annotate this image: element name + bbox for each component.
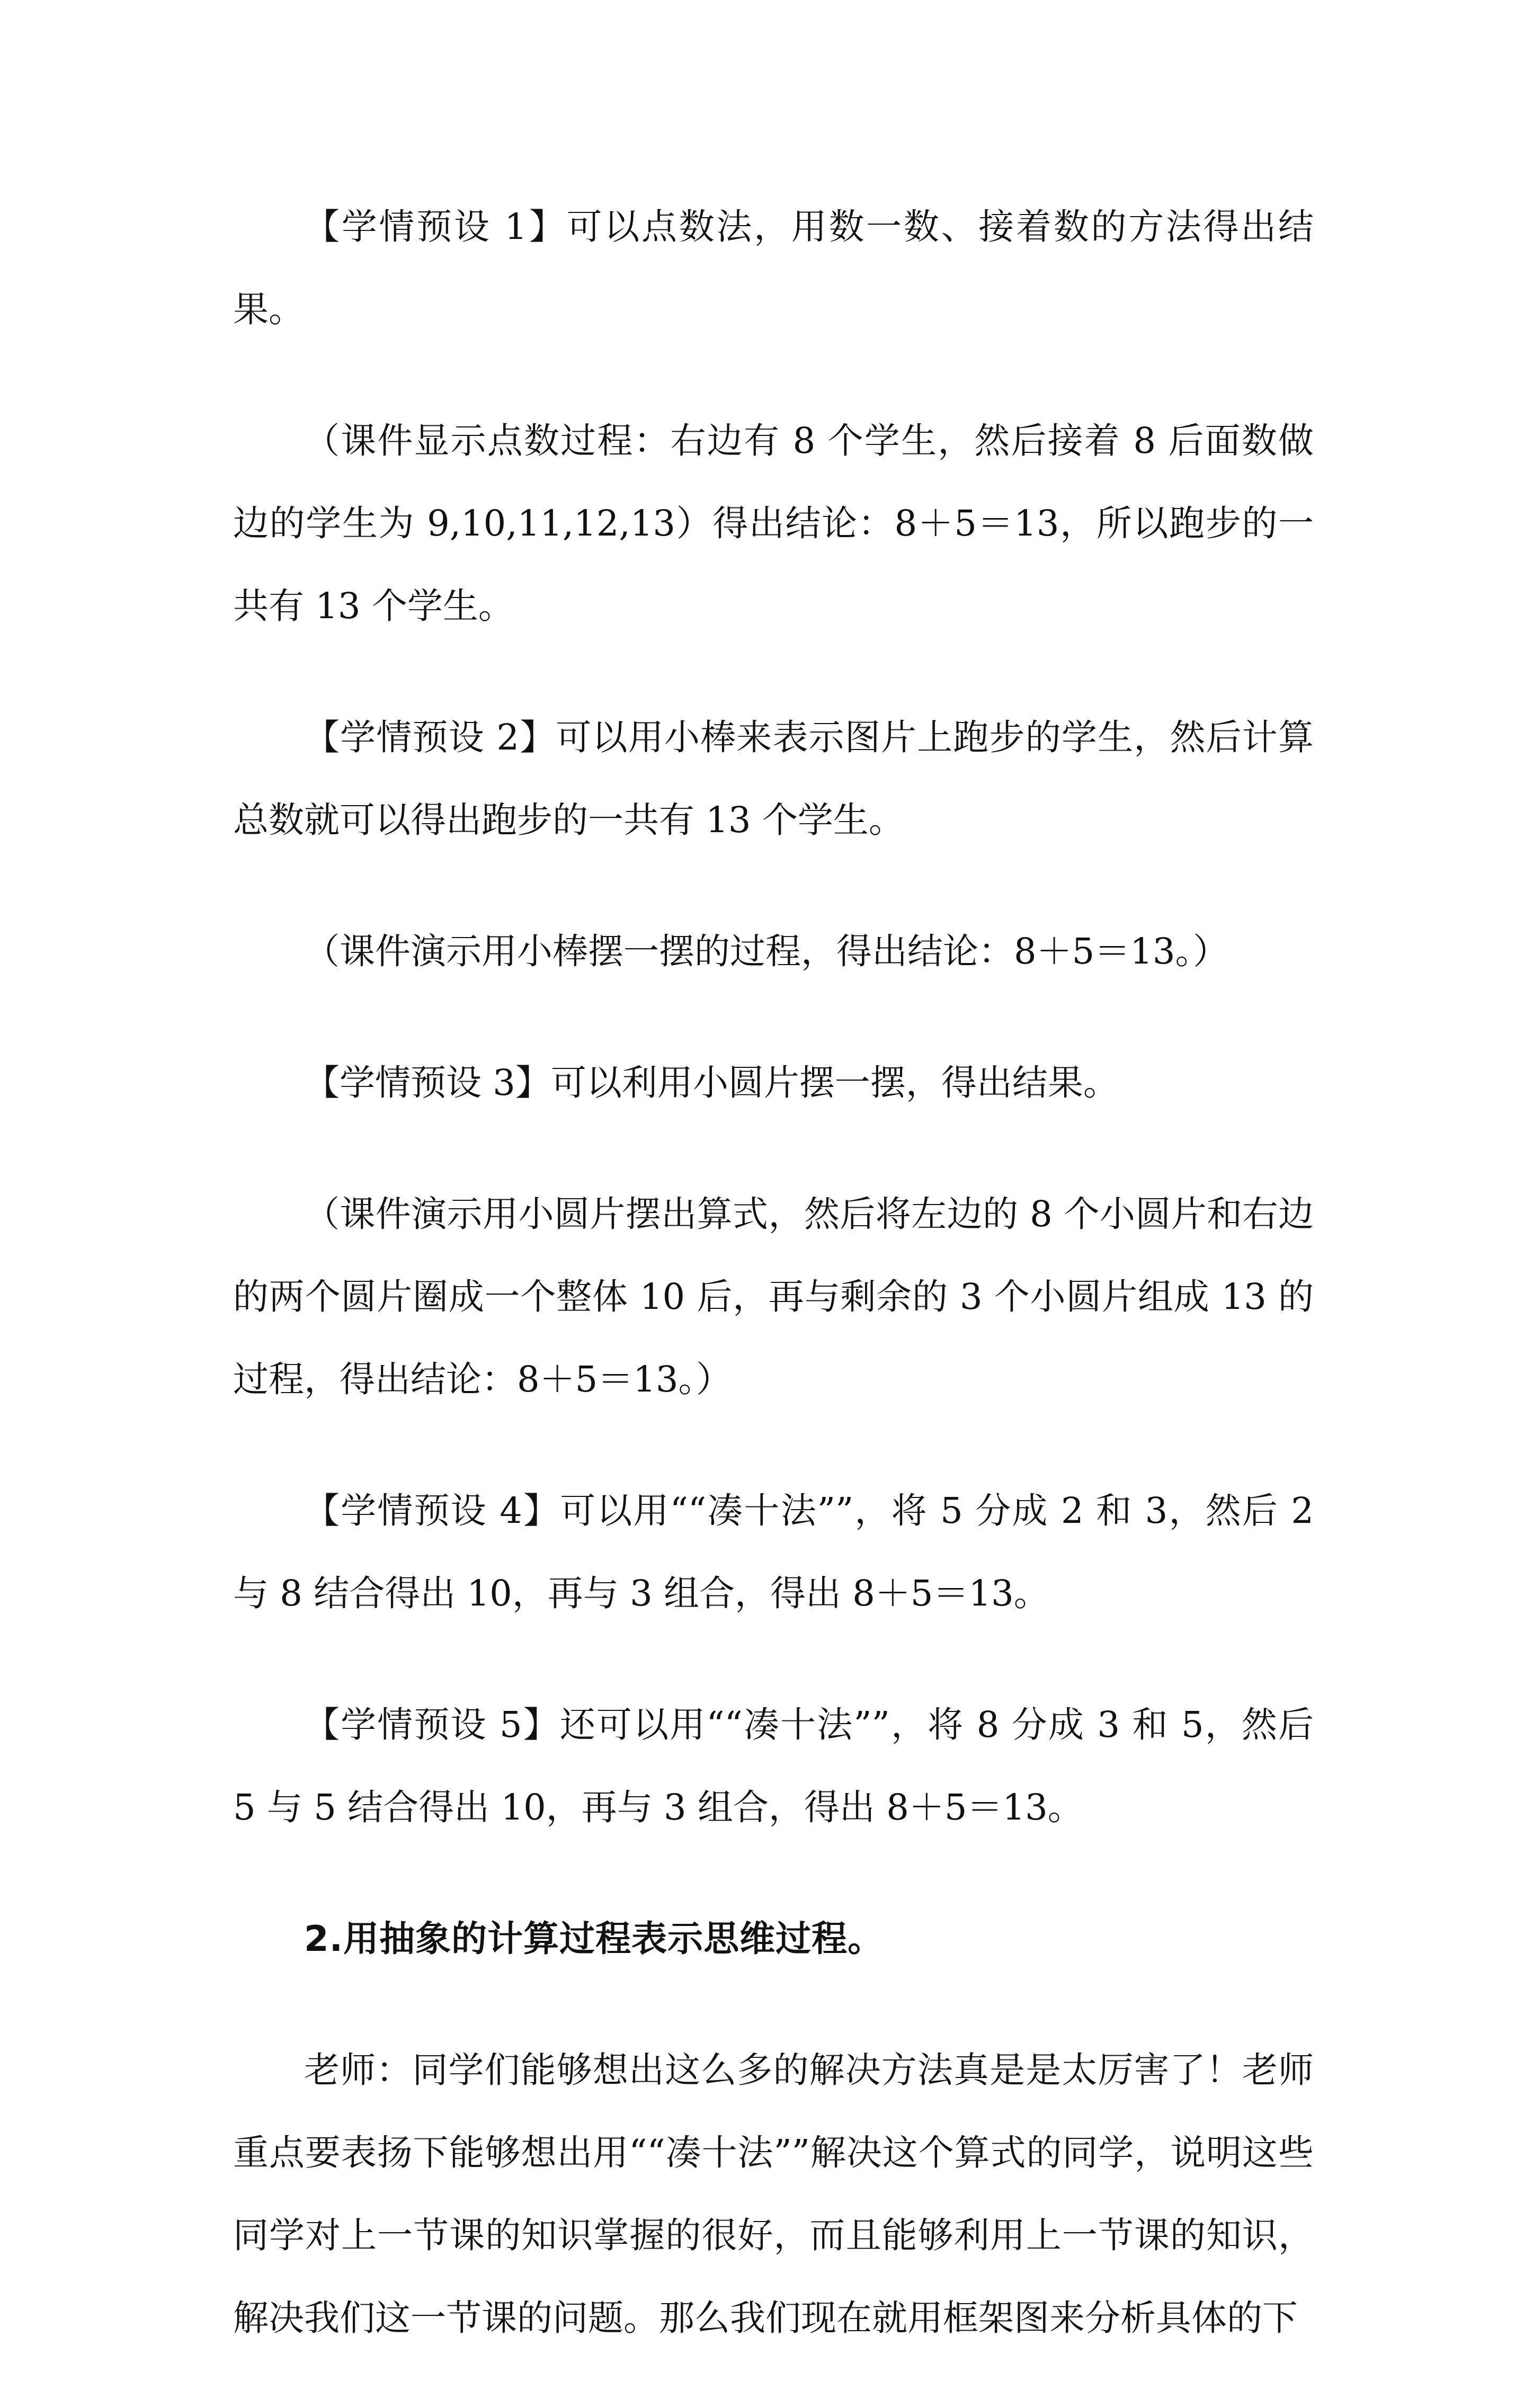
paragraph-preset-3: 【学情预设 3】可以利用小圆片摆一摆，得出结果。 xyxy=(304,1062,1119,1103)
document-body xyxy=(233,185,1325,2408)
paragraph-preset-2: 【学情预设 2】可以用小棒来表示图片上跑步的学生，然后计算总数就可以得出跑步的一共有 13 个学生。 xyxy=(233,717,1314,841)
paragraph-preset-1: 【学情预设 1】可以点数法，用数一数、接着数的方法得出结果。 xyxy=(233,206,1314,330)
paragraph-teacher-remarks: 老师：同学们能够想出这么多的解决方法真是是太厉害了！老师重点要表扬下能够想出用““凑十法””解决这个算式的同学，说明这些同学对上一节课的知识掌握的很好，而且能够利用上一节课的知识，解决我们这一节课的问题。那么我们现在就用框架图来分析具体的下 xyxy=(233,2049,1314,2339)
section-heading: 2.用抽象的计算过程表示思维过程。 xyxy=(304,1918,884,1959)
paragraph-preset-3-demo: （课件演示用小圆片摆出算式，然后将左边的 8 个小圆片和右边的两个圆片圈成一个整体 10 后，再与剩余的 3 个小圆片组成 13 的过程，得出结论：8＋5＝13。） xyxy=(233,1193,1314,1400)
paragraph-preset-4: 【学情预设 4】可以用““凑十法””，将 5 分成 2 和 3，然后 2 与 8 结合得出 10，再与 3 组合，得出 8＋5＝13。 xyxy=(233,1490,1325,1614)
paragraph-preset-5: 【学情预设 5】还可以用““凑十法””，将 8 分成 3 和 5，然后 5 与 5 结合得出 10，再与 3 组合，得出 8＋5＝13。 xyxy=(233,1704,1325,1828)
paragraph-preset-1-demo: （课件显示点数过程：右边有 8 个学生，然后接着 8 后面数做边的学生为 9,10,11,12,13）得出结论：8＋5＝13，所以跑步的一共有 13 个学生。 xyxy=(233,420,1314,627)
paragraph-preset-2-demo: （课件演示用小棒摆一摆的过程，得出结论：8＋5＝13。） xyxy=(304,931,1229,972)
